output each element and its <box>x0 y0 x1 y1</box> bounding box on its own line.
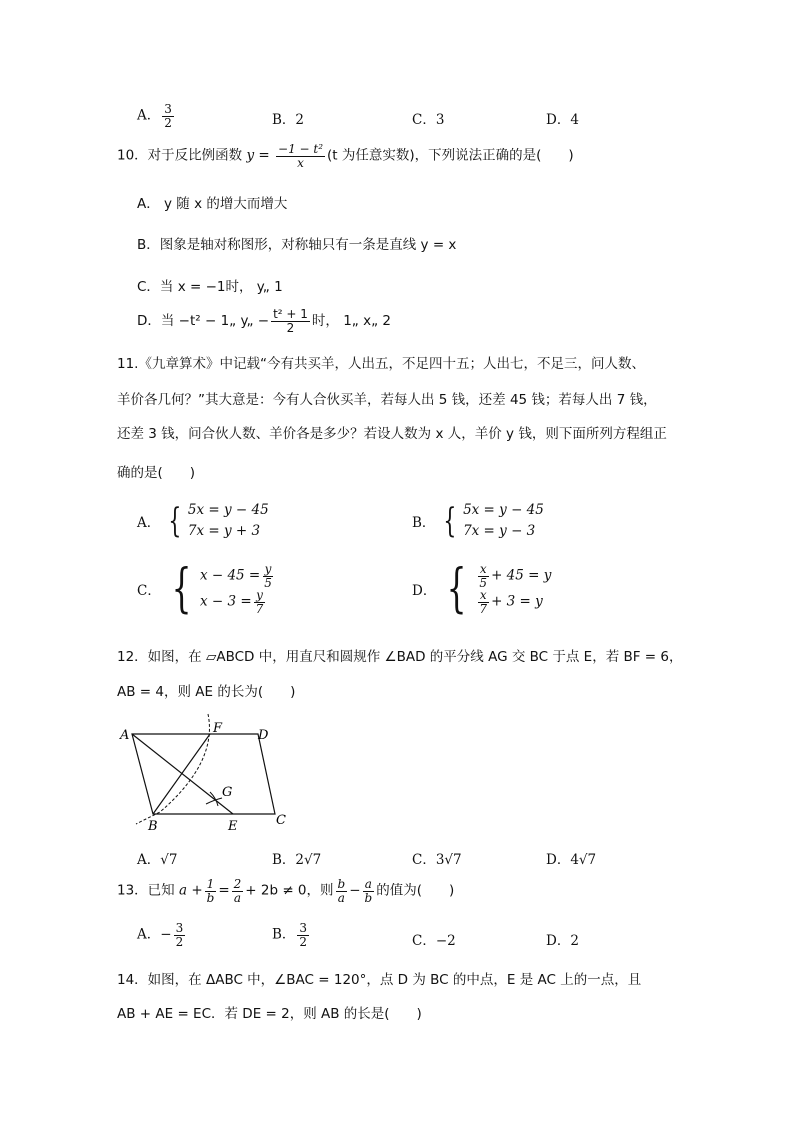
q13-stem: 13．已知 a + $\frac{1}{b}$ = $\frac{2}{a}$ + 2b ≠ 0，则 $\frac{b}{a}$ − $\frac{a}{b}$ 的值为( ) <box>117 877 455 905</box>
label-g: G <box>222 785 233 800</box>
q12-option-c: C．3√7 <box>412 852 462 868</box>
q10-stem: 10．对于反比例函数 y = $\frac{\text{−1 − t²}}{x}$ (t 为任意实数)，下列说法正确的是( ) <box>117 142 574 170</box>
q11-option-c: C． { x − 45 = $\frac{y}{5}$ x − 3 = $\frac{y}{7}$ <box>137 559 272 620</box>
q9-option-c: C．3 <box>412 112 445 128</box>
q10-option-d-fraction: $\frac{\text{t² + 1}}{2}$ <box>273 307 308 335</box>
label-c: C <box>276 813 286 828</box>
q10-option-c: C．当 x = −1时， y„ 1 <box>137 279 283 295</box>
compass-arc <box>136 714 209 824</box>
q12-option-a: A．√7 <box>137 852 178 868</box>
q14-line-2: AB + AE = EC．若 DE = 2，则 AB 的长是( ) <box>117 1006 422 1022</box>
q10-function-fraction: $\frac{\text{−1 − t²}}{x}$ <box>278 142 324 170</box>
q11-option-b: B． { 5x = y − 45 7x = y − 3 <box>412 500 544 541</box>
q11-line-4: 确的是( ) <box>117 465 196 481</box>
q11-option-d: D． { $\frac{x}{5}$ + 45 = y $\frac{x}{7}$ + 3 = y <box>412 559 552 620</box>
q13-option-c: C．−2 <box>412 933 456 949</box>
label-f: F <box>213 721 223 736</box>
label-e: E <box>228 819 238 834</box>
label-b: B <box>148 819 158 834</box>
q9-option-a-fraction: $\frac{3}{2}$ <box>164 102 172 130</box>
q10-option-d: D．当 −t² − 1„ y„ − $\frac{\text{t² + 1}}{2}$ 时， 1„ x„ 2 <box>137 307 391 335</box>
q13-option-d: D．2 <box>546 933 579 949</box>
q12-line-2: AB = 4，则 AE 的长为( ) <box>117 684 296 700</box>
q12-option-d: D．4√7 <box>546 852 597 868</box>
q11-option-a: A． { 5x = y − 45 7x = y + 3 <box>137 500 269 541</box>
q13-option-a: A．− $\frac{3}{2}$ <box>137 921 184 949</box>
q12-option-b: B．2√7 <box>272 852 322 868</box>
segment-ae <box>132 734 233 814</box>
label-d: D <box>258 728 269 743</box>
q9-option-d: D．4 <box>546 112 579 128</box>
q11-line-1: 11.《九章算术》中记载“今有共买羊，人出五，不足四十五；人出七，不足三，问人数、 <box>117 356 645 372</box>
q11-line-2: 羊价各几何？”其大意是：今有人合伙买羊，若每人出 5 钱，还差 45 钱；若每人出 7 钱， <box>117 392 657 408</box>
q12-line-1: 12．如图，在 ▱ABCD 中，用直尺和圆规作 ∠BAD 的平分线 AG 交 BC 于点 E，若 BF = 6， <box>117 649 683 665</box>
q10-option-b: B．图象是轴对称图形，对称轴只有一条是直线 y = x <box>137 237 457 253</box>
q9-option-b: B．2 <box>272 112 305 128</box>
q9-option-a <box>137 103 176 129</box>
q13-option-b: B． $\frac{3}{2}$ <box>272 921 308 949</box>
q9-option-a-label: A． <box>137 107 161 124</box>
q14-line-1: 14．如图，在 ΔABC 中，∠BAC = 120°，点 D 为 BC 的中点，E 是 AC 上的一点，且 <box>117 972 642 988</box>
parallelogram-abcd <box>132 734 275 814</box>
q10-option-a: A． y 随 x 的增大而增大 <box>137 196 288 212</box>
parallelogram-figure <box>118 712 298 834</box>
segment-bf <box>153 734 210 814</box>
label-a: A <box>120 728 130 743</box>
q11-line-3: 还差 3 钱，问合伙人数、羊价各是多少？若设人数为 x 人，羊价 y 钱，则下面所列方程组正 <box>117 426 667 442</box>
